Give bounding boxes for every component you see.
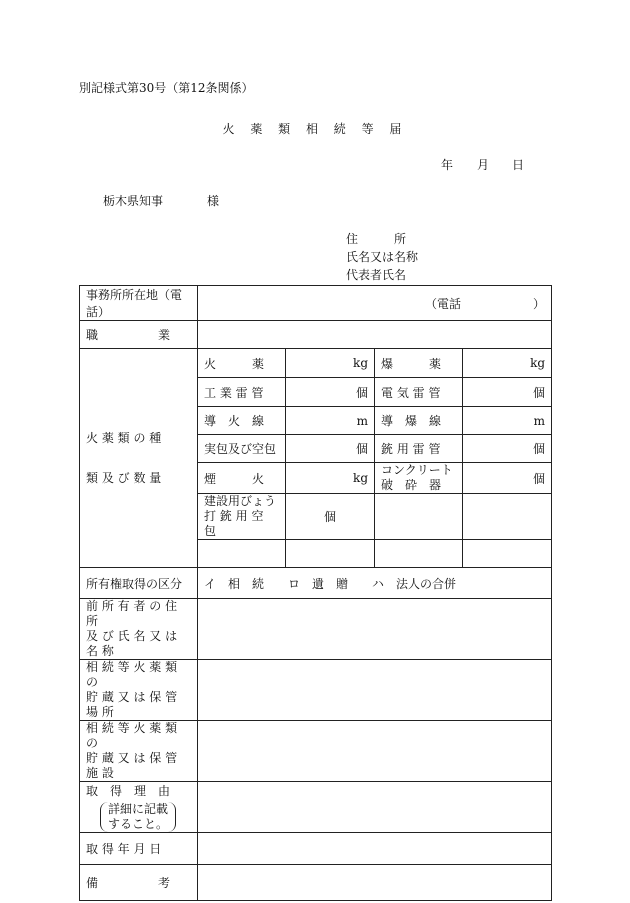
acquisition-date-label: 取 得 年 月 日	[80, 833, 198, 865]
office-field[interactable]	[198, 286, 552, 321]
office-label: 事務所所在地（電話）	[80, 286, 198, 321]
explosive-name: 実包及び空包	[198, 435, 286, 463]
blank-name-cell[interactable]	[375, 494, 463, 540]
storage-facility-label: 相 続 等 火 薬 類 の 貯 蔵 又 は 保 管 施 設	[80, 721, 198, 782]
addressee-honorific: 様	[207, 194, 220, 208]
storage-place-field[interactable]	[198, 660, 552, 721]
reason-note: 詳細に記載 すること。	[100, 802, 176, 832]
explosive-name: 煙 火	[198, 463, 286, 494]
date-day: 日	[512, 158, 525, 172]
explosive-name: 工 業 雷 管	[198, 378, 286, 407]
blank-quantity-cell[interactable]	[286, 540, 375, 568]
explosive-quantity-field[interactable]: 個	[463, 435, 552, 463]
applicant-address-label: 住 所	[346, 232, 407, 246]
blank-name-cell[interactable]	[375, 540, 463, 568]
storage-place-row	[80, 660, 552, 721]
office-phone-label: （電話 ）	[425, 296, 546, 311]
explosive-quantity-field[interactable]: kg	[463, 349, 552, 378]
reason-label: 取 得 理 由 詳細に記載 すること。	[80, 782, 198, 833]
reason-row	[80, 782, 552, 833]
acquisition-category-label: 所有権取得の区分	[80, 568, 198, 599]
remarks-field[interactable]	[198, 865, 552, 901]
applicant-name-label: 氏名又は名称	[346, 250, 419, 264]
occupation-label: 職 業	[80, 321, 198, 349]
form-number: 別記様式第30号（第12条関係）	[79, 81, 254, 95]
explosive-quantity-field[interactable]: 個	[286, 435, 375, 463]
explosive-name: 爆 薬	[375, 349, 463, 378]
explosive-quantity-field[interactable]: m	[286, 407, 375, 435]
occupation-field[interactable]	[198, 321, 552, 349]
notification-form-table	[79, 285, 552, 901]
explosive-name: 電 気 雷 管	[375, 378, 463, 407]
date-month: 月	[477, 158, 490, 172]
acquisition-date-field[interactable]	[198, 833, 552, 865]
storage-facility-row	[80, 721, 552, 782]
explosive-name: 導 爆 線	[375, 407, 463, 435]
explosive-quantity-field[interactable]: 個	[286, 378, 375, 407]
blank-quantity-cell[interactable]	[463, 494, 552, 540]
acquisition-date-row	[80, 833, 552, 865]
explosive-quantity-field[interactable]: kg	[286, 349, 375, 378]
acquisition-options[interactable]: イ 相 続 ロ 遺 贈 ハ 法人の合併	[198, 568, 552, 599]
explosive-name: 導 火 線	[198, 407, 286, 435]
occupation-row	[80, 321, 552, 349]
date-year: 年	[441, 158, 454, 172]
addressee-name: 栃木県知事	[103, 194, 164, 208]
blank-name-cell[interactable]	[198, 540, 286, 568]
explosive-name: コンクリート 破 砕 器	[375, 463, 463, 494]
applicant-representative-label: 代表者氏名	[346, 268, 407, 282]
remarks-row	[80, 865, 552, 901]
kinds-quantity-label: 火 薬 類 の 種 類 及 び 数 量	[80, 349, 198, 568]
acquisition-category-row	[80, 568, 552, 599]
prev-owner-label: 前 所 有 者 の 住 所 及 び 氏 名 又 は 名 称	[80, 599, 198, 660]
explosive-quantity-field[interactable]: kg	[286, 463, 375, 494]
explosive-quantity-field[interactable]: m	[463, 407, 552, 435]
blank-quantity-cell[interactable]	[463, 540, 552, 568]
prev-owner-field[interactable]	[198, 599, 552, 660]
office-row	[80, 286, 552, 321]
storage-facility-field[interactable]	[198, 721, 552, 782]
storage-place-label: 相 続 等 火 薬 類 の 貯 蔵 又 は 保 管 場 所	[80, 660, 198, 721]
remarks-label: 備 考	[80, 865, 198, 901]
explosive-name: 火 薬	[198, 349, 286, 378]
explosive-quantity-field[interactable]: 個	[286, 494, 375, 540]
form-title: 火 薬 類 相 続 等 届	[222, 122, 408, 136]
explosive-quantity-field[interactable]: 個	[463, 463, 552, 494]
explosive-quantity-field[interactable]: 個	[463, 378, 552, 407]
reason-field[interactable]	[198, 782, 552, 833]
explosive-name: 銃 用 雷 管	[375, 435, 463, 463]
explosive-name: 建設用びょう 打 銃 用 空 包	[198, 494, 286, 540]
prev-owner-row	[80, 599, 552, 660]
explosive-row	[80, 349, 552, 378]
